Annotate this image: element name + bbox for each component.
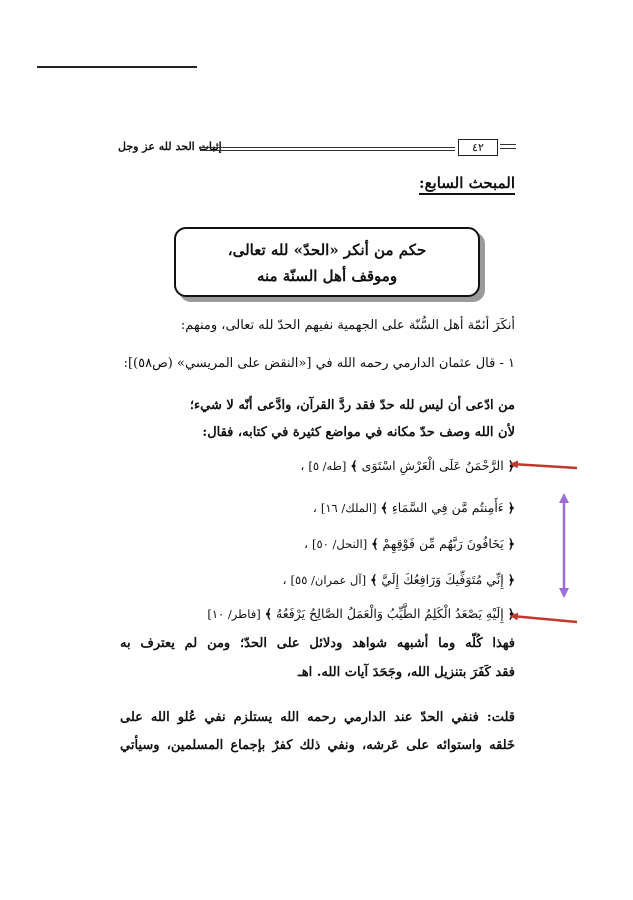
verse-bracket-open: ﴿ [507,572,515,587]
quote-line: لأن الله وصف حدّ مكانه في مواضع كثيرة في كتابه، فقال: [202,425,515,440]
verse-separator: ، [312,500,317,515]
author-note-line: قلت: فنفي الحدّ عند الدارمي رحمه الله يستلزم نفي عُلو الله على [120,710,515,725]
verse-bracket-close: ﴾ [370,572,378,587]
verse-bracket-open: ﴿ [507,606,515,621]
verse-text: إِلَيْهِ يَصْعَدُ الْكَلِمُ الطَّيِّبُ وَالْعَمَلُ الصَّالِحُ يَرْفَعُهُ [276,606,504,621]
running-title: إثبات الحد لله عز وجل [118,140,222,153]
verse-reference: [آل عمران/ ٥٥] [290,573,367,587]
verse-bracket-open: ﴿ [507,458,515,473]
red-arrow-icon [512,616,577,622]
verse-text: يَخَافُونَ رَبَّهُم مِّن فَوْقِهِمْ [382,536,504,551]
intro-paragraph: أنكَرَ أئمّة أهل السُّنّة على الجهمية نفيهم الحدّ لله تعالى، ومنهم: [180,318,515,333]
verse-separator: ، [303,536,309,551]
verse-bracket-open: ﴿ [507,536,515,551]
author-note-line: خَلقه واستوائه على عَرشه، ونفي ذلك كفرٌ بإجماع المسلمين، وسيأتي [120,738,515,753]
verse-bracket-open: ﴿ [507,500,515,515]
verse-text: ءَأَمِنتُم مَّن فِي السَّمَاءِ [391,500,504,515]
red-arrow-icon [512,464,577,468]
verse-text: إِنِّي مُتَوَفِّيكَ وَرَافِعُكَ إِلَيَّ [381,572,504,587]
verse-separator: ، [300,458,305,473]
verse-reference: [النحل/ ٥٠] [312,537,368,551]
section-heading: المبحث السابع: [419,174,515,195]
conclusion-line: فهذا كُلّه وما أشبهه شواهد ودلائل على الحدّ؛ ومن لم يعترف به [120,636,515,651]
quote-line: من ادّعى أن ليس لله حدّ فقد ردَّ القرآن، وادَّعى أنّه لا شيء؛ [189,398,515,413]
verse-reference: [طه/ ٥] [308,459,347,473]
verse-bracket-close: ﴾ [264,606,273,621]
chapter-title-line-2: وموقف أهل السنّة منه [256,267,398,285]
verse-separator: ، [282,572,287,587]
verse-text: الرَّحْمَنُ عَلَى الْعَرْشِ اسْتَوَى [361,458,504,473]
verse-reference: [الملك/ ١٦] [320,501,377,515]
citation-line: ١ - قال عثمان الدارمي رحمه الله في [«النقض على المريسي» (ص٥٨)]: [123,356,515,371]
verse-bracket-close: ﴾ [350,458,358,473]
page-number: ٤٢ [458,139,498,156]
verse-bracket-close: ﴾ [380,500,388,515]
chapter-title-line-1: حكم من أنكر «الحدّ» لله تعالى، [227,241,427,259]
verse-bracket-close: ﴾ [371,536,379,551]
verse-reference: [فاطر/ ١٠] [207,607,261,621]
conclusion-line: فقد كَفَرَ بتنزيل الله، وجَحَدَ آيات الله. اهـ [298,665,515,680]
